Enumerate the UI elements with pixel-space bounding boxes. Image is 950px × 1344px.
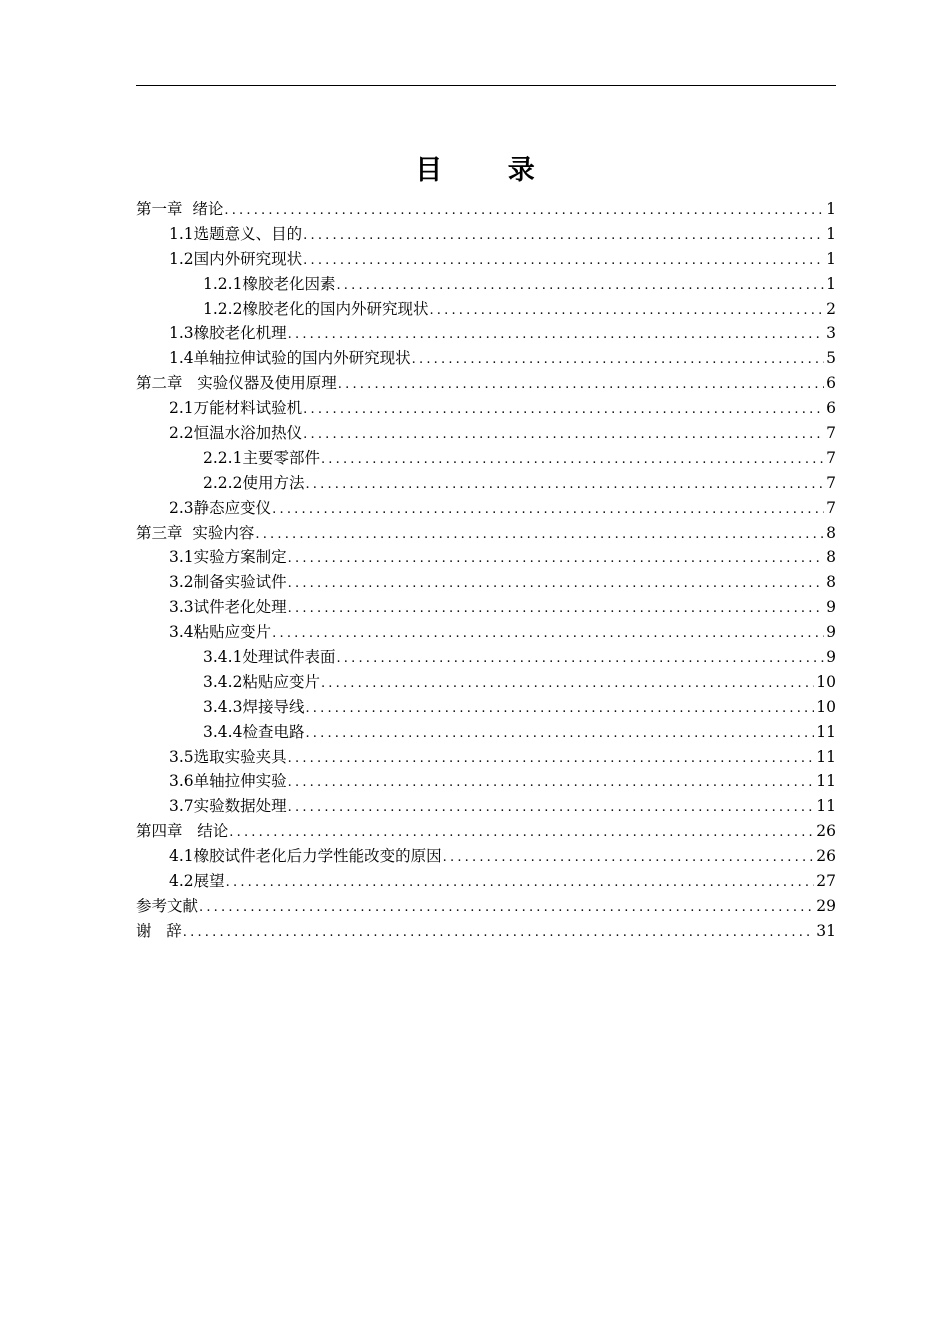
toc-entry-label: 2.2.1主要零部件 <box>203 448 320 467</box>
dot-leader <box>223 199 824 222</box>
toc-entry-label: 3.4.4检查电路 <box>203 722 305 741</box>
toc-entry-page-number: 2 <box>826 299 836 318</box>
toc-entry-label: 1.1选题意义、目的 <box>169 224 303 243</box>
dot-leader <box>287 547 824 570</box>
toc-entry-label: 1.2.1橡胶老化因素 <box>203 274 336 293</box>
toc-entry-page-number: 5 <box>826 349 836 368</box>
dot-leader <box>225 871 815 894</box>
toc-entry-label: 第二章 实验仪器及使用原理 <box>136 374 337 393</box>
toc-entry[interactable] <box>136 197 836 222</box>
dot-leader <box>302 423 824 446</box>
toc-entry-page-number: 10 <box>816 672 836 691</box>
toc-entry-page-number: 11 <box>816 722 836 741</box>
toc-entry-page-number: 10 <box>816 697 836 716</box>
toc-entry[interactable] <box>136 247 836 272</box>
toc-entry-page-number: 27 <box>816 872 836 891</box>
dot-leader <box>287 796 815 819</box>
toc-entry[interactable] <box>136 471 836 496</box>
toc-entry-page-number: 9 <box>826 598 836 617</box>
toc-entry[interactable] <box>136 869 836 894</box>
toc-entry[interactable] <box>136 272 836 297</box>
dot-leader <box>302 224 824 247</box>
toc-entry-label: 2.3静态应变仪 <box>169 498 272 517</box>
toc-entry-page-number: 26 <box>816 847 836 866</box>
dot-leader <box>254 523 824 546</box>
toc-entry[interactable] <box>136 919 836 944</box>
toc-entry-label: 3.6单轴拉伸实验 <box>169 772 287 791</box>
toc-entry-page-number: 7 <box>826 448 836 467</box>
dot-leader <box>271 622 824 645</box>
toc-entry-page-number: 11 <box>816 772 836 791</box>
dot-leader <box>304 697 814 720</box>
toc-entry[interactable] <box>136 670 836 695</box>
toc-entry-label: 1.2国内外研究现状 <box>169 249 303 268</box>
toc-entry-page-number: 7 <box>826 498 836 517</box>
toc-entry[interactable] <box>136 521 836 546</box>
toc-entry-label: 4.2展望 <box>169 872 225 891</box>
toc-entry-label: 3.4.3焊接导线 <box>203 697 305 716</box>
dot-leader <box>428 299 824 322</box>
toc-entry-label: 3.4.2粘贴应变片 <box>203 672 320 691</box>
toc-entry-label: 2.2.2使用方法 <box>203 473 305 492</box>
dot-leader <box>302 249 824 272</box>
toc-entry-label: 1.2.2橡胶老化的国内外研究现状 <box>203 299 429 318</box>
toc-entry[interactable] <box>136 894 836 919</box>
toc-entry-page-number: 8 <box>826 523 836 542</box>
toc-entry[interactable] <box>136 819 836 844</box>
dot-leader <box>287 771 815 794</box>
dot-leader <box>304 722 814 745</box>
toc-entry-label: 3.4.1处理试件表面 <box>203 648 336 667</box>
toc-entry-page-number: 9 <box>826 623 836 642</box>
toc-entry-label: 3.4粘贴应变片 <box>169 623 272 642</box>
dot-leader <box>442 846 815 869</box>
toc-entry-page-number: 1 <box>826 249 836 268</box>
toc-entry-page-number: 11 <box>816 747 836 766</box>
dot-leader <box>182 921 814 944</box>
toc-entry-label: 第四章 结论 <box>136 822 229 841</box>
toc-entry-page-number: 8 <box>826 548 836 567</box>
toc-entry[interactable] <box>136 794 836 819</box>
toc-entry-page-number: 1 <box>826 200 836 218</box>
toc-entry-page-number: 9 <box>826 648 836 667</box>
toc-entry[interactable] <box>136 446 836 471</box>
toc-entry[interactable] <box>136 595 836 620</box>
toc-entry[interactable] <box>136 844 836 869</box>
toc-entry-label: 1.4单轴拉伸试验的国内外研究现状 <box>169 349 411 368</box>
toc-entry[interactable] <box>136 720 836 745</box>
toc-entry[interactable] <box>136 645 836 670</box>
dot-leader <box>320 672 814 695</box>
toc-entry-page-number: 6 <box>826 399 836 418</box>
toc-entry[interactable] <box>136 570 836 595</box>
toc-entry[interactable] <box>136 769 836 794</box>
dot-leader <box>287 597 824 620</box>
toc-entry-label: 3.7实验数据处理 <box>169 797 287 816</box>
toc-entry-label: 3.3试件老化处理 <box>169 598 287 617</box>
dot-leader <box>335 274 824 297</box>
toc-entry[interactable] <box>136 396 836 421</box>
toc-entry-page-number: 7 <box>826 424 836 443</box>
toc-entry[interactable] <box>136 745 836 770</box>
toc-entry[interactable] <box>136 620 836 645</box>
dot-leader <box>228 821 814 844</box>
toc-entry-label: 1.3橡胶老化机理 <box>169 324 287 343</box>
header-rule <box>136 85 836 86</box>
page-title: 目 录 <box>415 155 563 186</box>
toc-entry-label: 4.1橡胶试件老化后力学性能改变的原因 <box>169 847 442 866</box>
toc-entry-label: 参考文献 <box>136 896 199 915</box>
toc-entry-label: 3.5选取实验夹具 <box>169 747 287 766</box>
toc-entry[interactable] <box>136 321 836 346</box>
dot-leader <box>198 896 814 919</box>
toc-entry-page-number: 3 <box>826 324 836 343</box>
toc-entry[interactable] <box>136 222 836 247</box>
toc-entry-label: 2.1万能材料试验机 <box>169 399 303 418</box>
toc-entry[interactable] <box>136 346 836 371</box>
toc-entry[interactable] <box>136 695 836 720</box>
dot-leader <box>320 448 824 471</box>
dot-leader <box>287 572 824 595</box>
dot-leader <box>411 348 824 371</box>
toc-entry-page-number: 8 <box>826 573 836 592</box>
dot-leader <box>337 373 824 396</box>
toc-entry-page-number: 1 <box>826 274 836 293</box>
toc-entry[interactable] <box>136 421 836 446</box>
toc-entry-label: 3.2制备实验试件 <box>169 573 287 592</box>
toc-entry[interactable] <box>136 371 836 396</box>
toc-entry-page-number: 1 <box>826 224 836 243</box>
toc-entry-page-number: 29 <box>816 896 836 915</box>
toc-entry-label: 2.2恒温水浴加热仪 <box>169 424 303 443</box>
toc-entry-label: 第一章 绪论 <box>136 200 224 218</box>
dot-leader <box>287 323 824 346</box>
toc-list <box>136 197 836 944</box>
dot-leader <box>335 647 824 670</box>
dot-leader <box>271 498 824 521</box>
toc-entry-label: 谢 辞 <box>136 921 182 940</box>
toc-entry[interactable] <box>136 496 836 521</box>
toc-entry-page-number: 26 <box>816 822 836 841</box>
toc-entry-label: 3.1实验方案制定 <box>169 548 287 567</box>
dot-leader <box>302 398 824 421</box>
toc-entry-page-number: 6 <box>826 374 836 393</box>
toc-entry-page-number: 11 <box>816 797 836 816</box>
toc-entry-page-number: 7 <box>826 473 836 492</box>
dot-leader <box>304 473 824 496</box>
dot-leader <box>287 747 815 770</box>
toc-entry[interactable] <box>136 297 836 322</box>
toc-entry[interactable] <box>136 545 836 570</box>
toc-entry-page-number: 31 <box>816 921 836 940</box>
toc-entry-label: 第三章 实验内容 <box>136 523 255 542</box>
